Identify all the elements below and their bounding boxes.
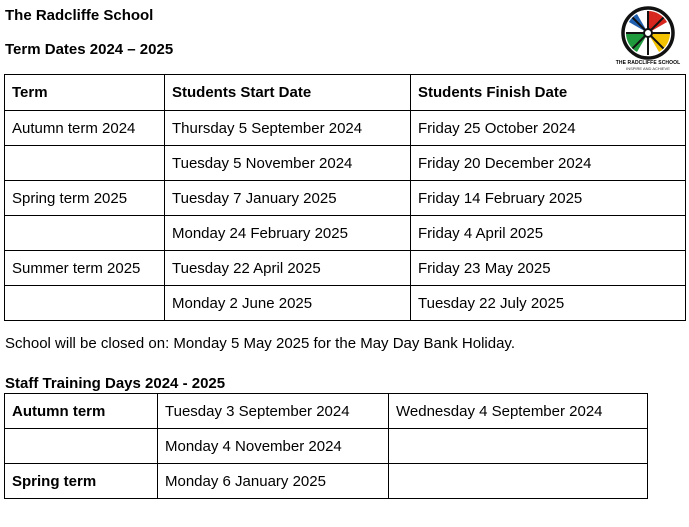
logo-tagline: INSPIRE AND ACHIEVE	[626, 66, 670, 71]
start-date-cell: Tuesday 7 January 2025	[165, 181, 411, 216]
training-day-cell: Monday 6 January 2025	[158, 464, 389, 499]
training-day-cell	[389, 429, 648, 464]
training-day-cell	[389, 464, 648, 499]
staff-term-cell	[5, 429, 158, 464]
term-dates-table	[4, 74, 686, 321]
table-row	[5, 111, 686, 146]
table-header-row	[5, 75, 686, 111]
finish-date-cell: Friday 25 October 2024	[411, 111, 686, 146]
start-date-cell: Thursday 5 September 2024	[165, 111, 411, 146]
school-name: The Radcliffe School	[5, 7, 154, 24]
closure-note: School will be closed on: Monday 5 May 2025 for the May Day Bank Holiday.	[5, 335, 515, 352]
table-row	[5, 251, 686, 286]
column-header-finish: Students Finish Date	[411, 75, 686, 111]
training-day-cell: Monday 4 November 2024	[158, 429, 389, 464]
column-header-term: Term	[5, 75, 165, 111]
table-row	[5, 394, 648, 429]
start-date-cell: Tuesday 5 November 2024	[165, 146, 411, 181]
school-logo	[612, 6, 684, 72]
term-dates-title: Term Dates 2024 – 2025	[5, 41, 174, 58]
finish-date-cell: Tuesday 22 July 2025	[411, 286, 686, 321]
finish-date-cell: Friday 4 April 2025	[411, 216, 686, 251]
term-cell: Summer term 2025	[5, 251, 165, 286]
table-row	[5, 181, 686, 216]
training-day-cell: Tuesday 3 September 2024	[158, 394, 389, 429]
finish-date-cell: Friday 20 December 2024	[411, 146, 686, 181]
finish-date-cell: Friday 14 February 2025	[411, 181, 686, 216]
term-cell	[5, 146, 165, 181]
training-day-cell: Wednesday 4 September 2024	[389, 394, 648, 429]
wheel-logo-icon	[612, 6, 684, 60]
term-cell: Spring term 2025	[5, 181, 165, 216]
table-row	[5, 146, 686, 181]
staff-training-table	[4, 393, 648, 499]
table-row	[5, 464, 648, 499]
table-row	[5, 429, 648, 464]
column-header-start: Students Start Date	[165, 75, 411, 111]
staff-term-cell: Spring term	[5, 464, 158, 499]
logo-text: THE RADCLIFFE SCHOOL	[615, 60, 681, 66]
term-cell	[5, 286, 165, 321]
term-cell: Autumn term 2024	[5, 111, 165, 146]
term-cell	[5, 216, 165, 251]
start-date-cell: Tuesday 22 April 2025	[165, 251, 411, 286]
staff-term-cell: Autumn term	[5, 394, 158, 429]
start-date-cell: Monday 2 June 2025	[165, 286, 411, 321]
start-date-cell: Monday 24 February 2025	[165, 216, 411, 251]
finish-date-cell: Friday 23 May 2025	[411, 251, 686, 286]
staff-training-title: Staff Training Days 2024 - 2025	[5, 375, 226, 392]
table-row	[5, 216, 686, 251]
table-row	[5, 286, 686, 321]
